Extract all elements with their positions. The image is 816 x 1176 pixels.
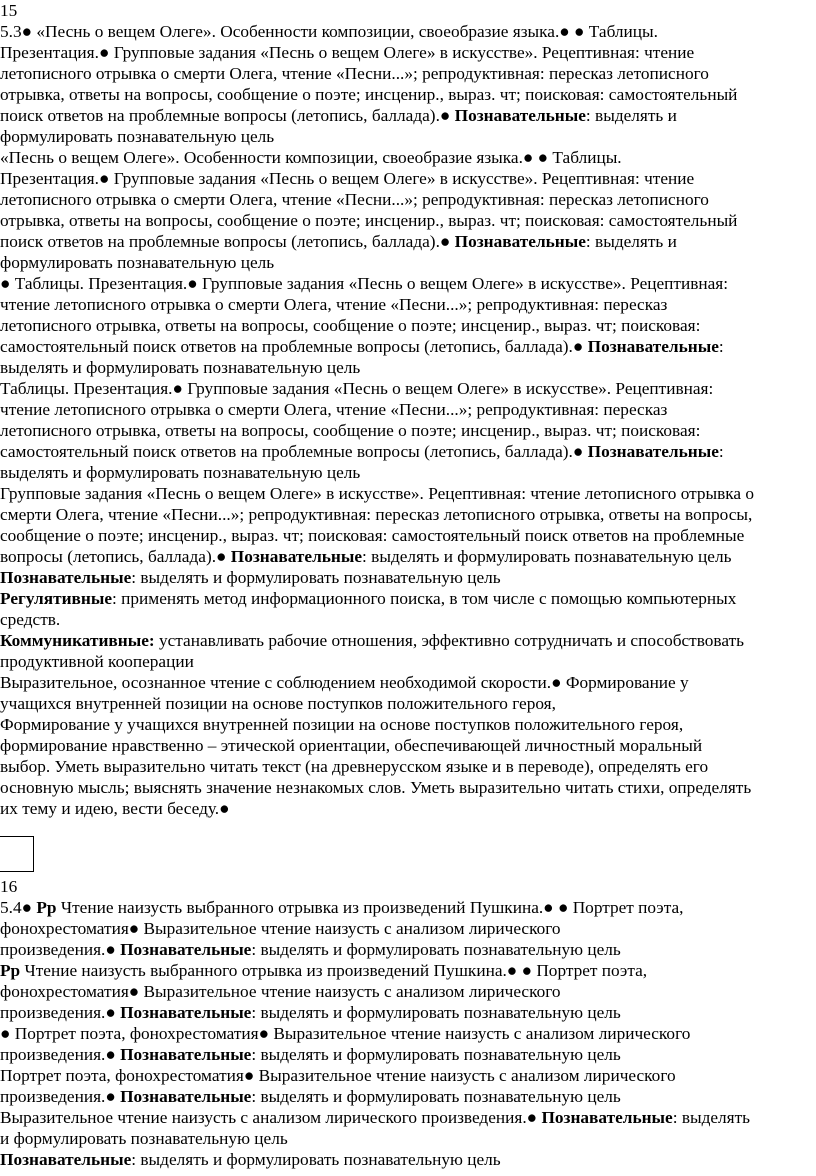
bold-label: Регулятивные: [0, 589, 112, 608]
text-segment: 5.4●: [0, 898, 37, 917]
text-segment: смерти Олега, чтение «Песни...»; репродуктивная: пересказ летописного отрывка, ответы на вопросы,: [0, 505, 753, 524]
bold-label: Познавательные: [120, 1087, 252, 1106]
text-segment: их тему и идею, вести беседу.●: [0, 799, 230, 818]
text-line: [0, 735, 702, 756]
text-segment: 5.3● «Песнь о вещем Олеге». Особенности композиции, своеобразие языка.● ● Таблицы.: [0, 22, 658, 41]
text-line: [0, 378, 713, 399]
text-line: [0, 798, 230, 819]
text-line: [0, 609, 60, 630]
empty-table-cell: [0, 836, 34, 872]
text-line: [0, 105, 677, 126]
text-line: [0, 1128, 288, 1149]
text-segment: формулировать познавательную цель: [0, 127, 275, 146]
text-line: [0, 42, 694, 63]
text-segment: средств.: [0, 610, 61, 629]
text-line: [0, 714, 683, 735]
text-line: [0, 777, 751, 798]
text-segment: формирование нравственно – этической ориентации, обеспечивающей личностный моральный: [0, 736, 703, 755]
text-segment: : выделять и формулировать познавательную цель: [362, 547, 732, 566]
text-line: [0, 84, 737, 105]
text-segment: :: [718, 442, 724, 461]
bold-label: Познавательные: [587, 337, 719, 356]
text-segment: Презентация.● Групповые задания «Песнь о вещем Олеге» в искусстве». Рецептивная: чтение: [0, 43, 695, 62]
text-line: [0, 147, 622, 168]
text-line: [0, 939, 621, 960]
text-line: [0, 357, 360, 378]
bold-label: Познавательные: [120, 1045, 252, 1064]
text-segment: Выразительное чтение наизусть с анализом лирического произведения.●: [0, 1108, 542, 1127]
text-segment: произведения.●: [0, 940, 121, 959]
bold-label: Познавательные: [541, 1108, 673, 1127]
text-segment: : выделять и формулировать познавательную цель: [251, 1045, 621, 1064]
text-segment: произведения.●: [0, 1045, 121, 1064]
text-segment: поиск ответов на проблемные вопросы (летопись, баллада).●: [0, 106, 455, 125]
text-line: [0, 981, 561, 1002]
text-line: [0, 1044, 621, 1065]
text-line: [0, 588, 736, 609]
bold-label: Рр: [0, 961, 21, 980]
text-line: [0, 168, 694, 189]
text-line: [0, 651, 194, 672]
text-line: [0, 63, 709, 84]
text-segment: 15: [0, 1, 18, 20]
text-line: [0, 504, 752, 525]
bold-label: Познавательные: [587, 442, 719, 461]
text-line: [0, 876, 17, 897]
text-segment: чтение летописного отрывка о смерти Олега, чтение «Песни...»; репродуктивная: пересказ: [0, 295, 668, 314]
text-segment: самостоятельный поиск ответов на проблемные вопросы (летопись, баллада).●: [0, 337, 588, 356]
bold-label: Рр: [36, 898, 57, 917]
text-line: [0, 21, 658, 42]
text-line: [0, 399, 667, 420]
bold-label: Познавательные: [120, 1003, 252, 1022]
text-segment: : выделять и формулировать познавательную цель: [131, 1150, 501, 1169]
text-line: [0, 630, 744, 651]
text-segment: фонохрестоматия● Выразительное чтение наизусть с анализом лирического: [0, 982, 561, 1001]
text-segment: выделять и формулировать познавательную цель: [0, 463, 361, 482]
text-line: [0, 189, 709, 210]
text-line: [0, 960, 647, 981]
text-segment: : выделять и формулировать познавательную цель: [251, 940, 621, 959]
text-segment: летописного отрывка, ответы на вопросы, сообщение о поэте; инсценир., выраз. чт; поисковая:: [0, 316, 701, 335]
text-line: [0, 0, 17, 21]
text-segment: выделять и формулировать познавательную цель: [0, 358, 361, 377]
text-segment: :: [718, 337, 724, 356]
bold-label: Познавательные: [120, 940, 252, 959]
text-line: [0, 252, 274, 273]
text-segment: Выразительное, осознанное чтение с соблюдением необходимой скорости.● Формирование у: [0, 673, 689, 692]
text-segment: : применять метод информационного поиска, в том числе с помощью компьютерных: [112, 589, 737, 608]
text-line: [0, 1002, 621, 1023]
text-segment: : выделять и формулировать познавательную цель: [251, 1003, 621, 1022]
text-segment: вопросы (летопись, баллада).●: [0, 547, 231, 566]
text-line: [0, 1086, 621, 1107]
text-segment: самостоятельный поиск ответов на проблемные вопросы (летопись, баллада).●: [0, 442, 588, 461]
text-segment: выбор. Уметь выразительно читать текст (на древнерусском языке и в переводе), определять его: [0, 757, 709, 776]
text-segment: основную мысль; выяснять значение незнакомых слов. Уметь выразительно читать стихи, определять: [0, 778, 752, 797]
text-line: [0, 672, 689, 693]
text-line: [0, 231, 677, 252]
text-line: [0, 693, 556, 714]
text-line: [0, 420, 700, 441]
text-line: [0, 1107, 750, 1128]
text-segment: : выделять и: [585, 232, 677, 251]
text-segment: учащихся внутренней позиции на основе поступков положительного героя,: [0, 694, 556, 713]
text-line: [0, 897, 683, 918]
text-segment: : выделять и формулировать познавательную цель: [251, 1087, 621, 1106]
bold-label: Познавательные: [0, 1150, 132, 1169]
text-line: [0, 294, 667, 315]
text-line: [0, 546, 731, 567]
text-line: [0, 462, 360, 483]
text-line: [0, 918, 561, 939]
text-segment: «Песнь о вещем Олеге». Особенности композиции, своеобразие языка.● ● Таблицы.: [0, 148, 622, 167]
text-segment: отрывка, ответы на вопросы, сообщение о поэте; инсценир., выраз. чт; поисковая: самостоятельный: [0, 85, 738, 104]
text-segment: Портрет поэта, фонохрестоматия● Выразительное чтение наизусть с анализом лирического: [0, 1066, 676, 1085]
text-segment: Чтение наизусть выбранного отрывка из произведений Пушкина.● ● Портрет поэта,: [20, 961, 648, 980]
text-line: [0, 441, 724, 462]
text-segment: формулировать познавательную цель: [0, 253, 275, 272]
text-segment: летописного отрывка о смерти Олега, чтение «Песни...»; репродуктивная: пересказ летописного: [0, 64, 709, 83]
text-segment: Формирование у учащихся внутренней позиции на основе поступков положительного героя,: [0, 715, 684, 734]
text-segment: летописного отрывка, ответы на вопросы, сообщение о поэте; инсценир., выраз. чт; поисковая:: [0, 421, 701, 440]
text-segment: 16: [0, 877, 18, 896]
text-line: [0, 126, 274, 147]
bold-label: Коммуникативные:: [0, 631, 155, 650]
text-segment: : выделять и формулировать познавательную цель: [131, 568, 501, 587]
text-segment: ● Портрет поэта, фонохрестоматия● Выразительное чтение наизусть с анализом лирического: [0, 1024, 691, 1043]
text-segment: Таблицы. Презентация.● Групповые задания «Песнь о вещем Олеге» в искусстве». Рецептивная:: [0, 379, 714, 398]
text-line: [0, 1149, 501, 1170]
text-segment: чтение летописного отрывка о смерти Олега, чтение «Песни...»; репродуктивная: пересказ: [0, 400, 668, 419]
text-segment: фонохрестоматия● Выразительное чтение наизусть с анализом лирического: [0, 919, 561, 938]
text-segment: Презентация.● Групповые задания «Песнь о вещем Олеге» в искусстве». Рецептивная: чтение: [0, 169, 695, 188]
text-segment: поиск ответов на проблемные вопросы (летопись, баллада).●: [0, 232, 455, 251]
text-segment: отрывка, ответы на вопросы, сообщение о поэте; инсценир., выраз. чт; поисковая: самостоятельный: [0, 211, 738, 230]
bold-label: Познавательные: [0, 568, 132, 587]
text-segment: : выделять: [672, 1108, 751, 1127]
text-segment: летописного отрывка о смерти Олега, чтение «Песни...»; репродуктивная: пересказ летописного: [0, 190, 709, 209]
text-line: [0, 756, 708, 777]
text-segment: Групповые задания «Песнь о вещем Олеге» в искусстве». Рецептивная: чтение летописного отрывка о: [0, 484, 755, 503]
text-line: [0, 210, 737, 231]
text-line: [0, 273, 728, 294]
text-line: [0, 1065, 676, 1086]
text-segment: ● Таблицы. Презентация.● Групповые задания «Песнь о вещем Олеге» в искусстве». Рецептивная:: [0, 274, 729, 293]
bold-label: Познавательные: [454, 106, 586, 125]
text-segment: произведения.●: [0, 1087, 121, 1106]
bold-label: Познавательные: [230, 547, 363, 566]
bold-label: Познавательные: [454, 232, 586, 251]
text-segment: устанавливать рабочие отношения, эффективно сотрудничать и способствовать: [154, 631, 744, 650]
text-segment: произведения.●: [0, 1003, 121, 1022]
text-line: [0, 336, 724, 357]
text-line: [0, 567, 501, 588]
text-segment: сообщение о поэте; инсценир., выраз. чт; поисковая: самостоятельный поиск ответов на проблемные: [0, 526, 745, 545]
text-segment: Чтение наизусть выбранного отрывка из произведений Пушкина.● ● Портрет поэта,: [56, 898, 684, 917]
text-line: [0, 1023, 690, 1044]
text-segment: продуктивной кооперации: [0, 652, 194, 671]
text-segment: : выделять и: [585, 106, 677, 125]
text-line: [0, 315, 700, 336]
text-line: [0, 525, 744, 546]
text-line: [0, 483, 754, 504]
text-segment: и формулировать познавательную цель: [0, 1129, 288, 1148]
